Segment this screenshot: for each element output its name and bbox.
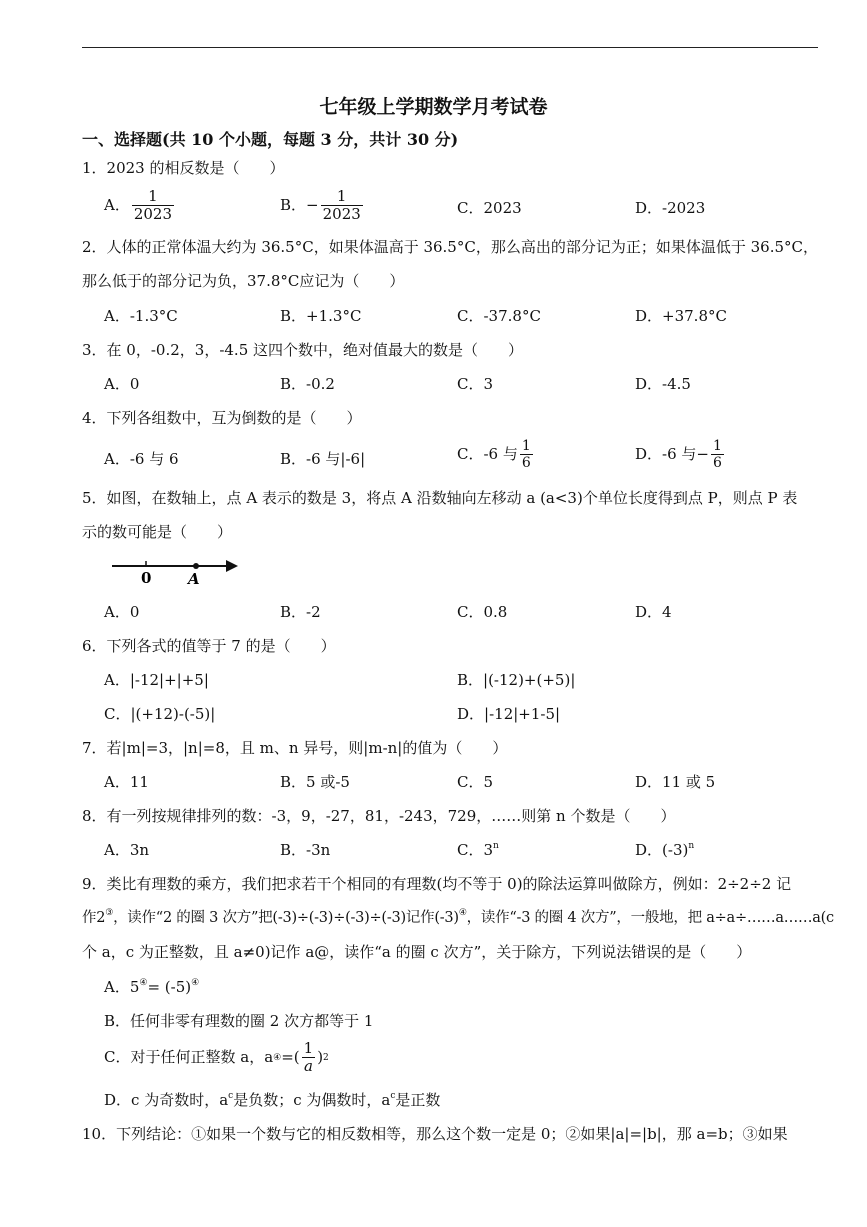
q7-option-c: C．5 [457, 773, 494, 791]
q4-option-a: A．-6 与 6 [104, 450, 179, 468]
q1-option-c: C．2023 [457, 199, 522, 217]
question-6-stem: 6．下列各式的值等于 7 的是（ ） [82, 637, 336, 655]
q3-option-c: C．3 [457, 375, 494, 393]
axis-zero-label: 0 [141, 569, 152, 587]
q4-option-c: C．-6 与 $\frac{1}{6}$ [457, 438, 531, 471]
question-7-stem: 7．若|m|=3，|n|=8，且 m、n 异号，则|m-n|的值为（ ） [82, 739, 508, 757]
q7-option-b: B．5 或-5 [280, 773, 350, 791]
q8-option-c: C．3$^n$ [457, 841, 499, 859]
q2-option-b: B．+1.3°C [280, 307, 362, 325]
q3-option-b: B．-0.2 [280, 375, 335, 393]
q9-option-c: C．对于任何正整数 a，a ④ =( $\frac{1}{a}$ ) 2 [104, 1039, 329, 1075]
q2-option-a: A．-1.3°C [104, 307, 178, 325]
q1-option-b: B． − $\frac{1}{2023}$ [280, 187, 361, 223]
fraction: $\frac{1}{6}$ [713, 438, 722, 471]
q5-option-a: A．0 [104, 603, 140, 621]
question-3-stem: 3．在 0，-0.2，3，-4.5 这四个数中，绝对值最大的数是（ ） [82, 341, 524, 359]
point-a-dot [193, 563, 199, 569]
section-heading: 一、选择题(共 10 个小题，每题 3 分，共计 30 分) [82, 130, 459, 149]
number-line-figure [108, 555, 243, 587]
q4-option-d: D．-6 与 − $\frac{1}{6}$ [635, 438, 722, 471]
question-9-line-3: 个 a，c 为正整数，且 a≠0)记作 a@，读作“a 的圈 c 次方”，关于除方，下列说法错误的是（ ） [82, 943, 752, 961]
axis-point-label: A [188, 570, 200, 587]
q6-option-d: D．|-12|+1-5| [457, 705, 561, 723]
q5-option-d: D．4 [635, 603, 672, 621]
fraction: $\frac{1}{2023}$ [133, 187, 173, 223]
q5-option-c: C．0.8 [457, 603, 508, 621]
question-2-line-2: 那么低于的部分记为负，37.8°C应记为（ ） [82, 272, 405, 290]
q7-option-a: A．11 [104, 773, 149, 791]
fraction: $\frac{1}{6}$ [521, 438, 531, 471]
question-8-stem: 8．有一列按规律排列的数：-3，9，-27，81，-243，729，……则第 n 个数是（ ） [82, 807, 676, 825]
q2-option-c: C．-37.8°C [457, 307, 541, 325]
q1-option-a: A． $\frac{1}{2023}$ [104, 187, 173, 223]
q5-option-b: B．-2 [280, 603, 321, 621]
header-rule [82, 47, 818, 48]
q6-option-b: B．|(-12)+(+5)| [457, 671, 576, 689]
q6-option-c: C．|(+12)-(-5)| [104, 705, 216, 723]
q2-option-d: D．+37.8°C [635, 307, 727, 325]
question-9-line-2: 作2③，读作“2 的圈 3 次方”把(-3)÷(-3)÷(-3)÷(-3)记作(-3)④，读作“-3 的圈 4 次方”，一般地，把 a÷a÷……a……a(c [82, 908, 834, 926]
q4-option-b: B．-6 与|-6| [280, 450, 366, 468]
fraction: $\frac{1}{a}$ [303, 1039, 314, 1075]
q3-option-a: A．0 [104, 375, 140, 393]
q8-option-d: D．$(-3)^n$ [635, 841, 695, 859]
number-line-arrowhead [226, 560, 238, 572]
q1-option-d: D．-2023 [635, 199, 706, 217]
question-4-stem: 4．下列各组数中，互为倒数的是（ ） [82, 409, 362, 427]
question-1-stem: 1．2023 的相反数是（ ） [82, 159, 285, 177]
fraction: $\frac{1}{2023}$ [322, 187, 361, 223]
question-2-line-1: 2．人体的正常体温大约为 36.5°C，如果体温高于 36.5°C，那么高出的部分记为正；如果体温低于 36.5°C， [82, 238, 818, 256]
q8-option-b: B．-3n [280, 841, 331, 859]
q8-option-a: A．3n [104, 841, 150, 859]
question-5-line-2: 示的数可能是（ ） [82, 523, 233, 541]
q9-option-d: D．c 为奇数时，$a^c$是负数；c 为偶数时，$a^c$是正数 [104, 1091, 441, 1109]
q3-option-d: D．-4.5 [635, 375, 691, 393]
q9-option-a: A．5④= (-5)④ [104, 978, 200, 996]
q9-option-b: B．任何非零有理数的圈 2 次方都等于 1 [104, 1012, 374, 1030]
question-5-line-1: 5．如图，在数轴上，点 A 表示的数是 3，将点 A 沿数轴向左移动 a (a<3)个单位长度得到点 P，则点 P 表 [82, 489, 798, 507]
question-9-line-1: 9．类比有理数的乘方，我们把求若干个相同的有理数(均不等于 0)的除法运算叫做除方，例如：2÷2÷2 记 [82, 875, 792, 893]
q7-option-d: D．11 或 5 [635, 773, 716, 791]
page-title: 七年级上学期数学月考试卷 [319, 96, 548, 118]
q6-option-a: A．|-12|+|+5| [104, 671, 209, 689]
question-10-line-1: 10．下列结论：①如果一个数与它的相反数相等，那么这个数一定是 0；②如果|a|=|b|，那 a=b；③如果 [82, 1125, 788, 1143]
